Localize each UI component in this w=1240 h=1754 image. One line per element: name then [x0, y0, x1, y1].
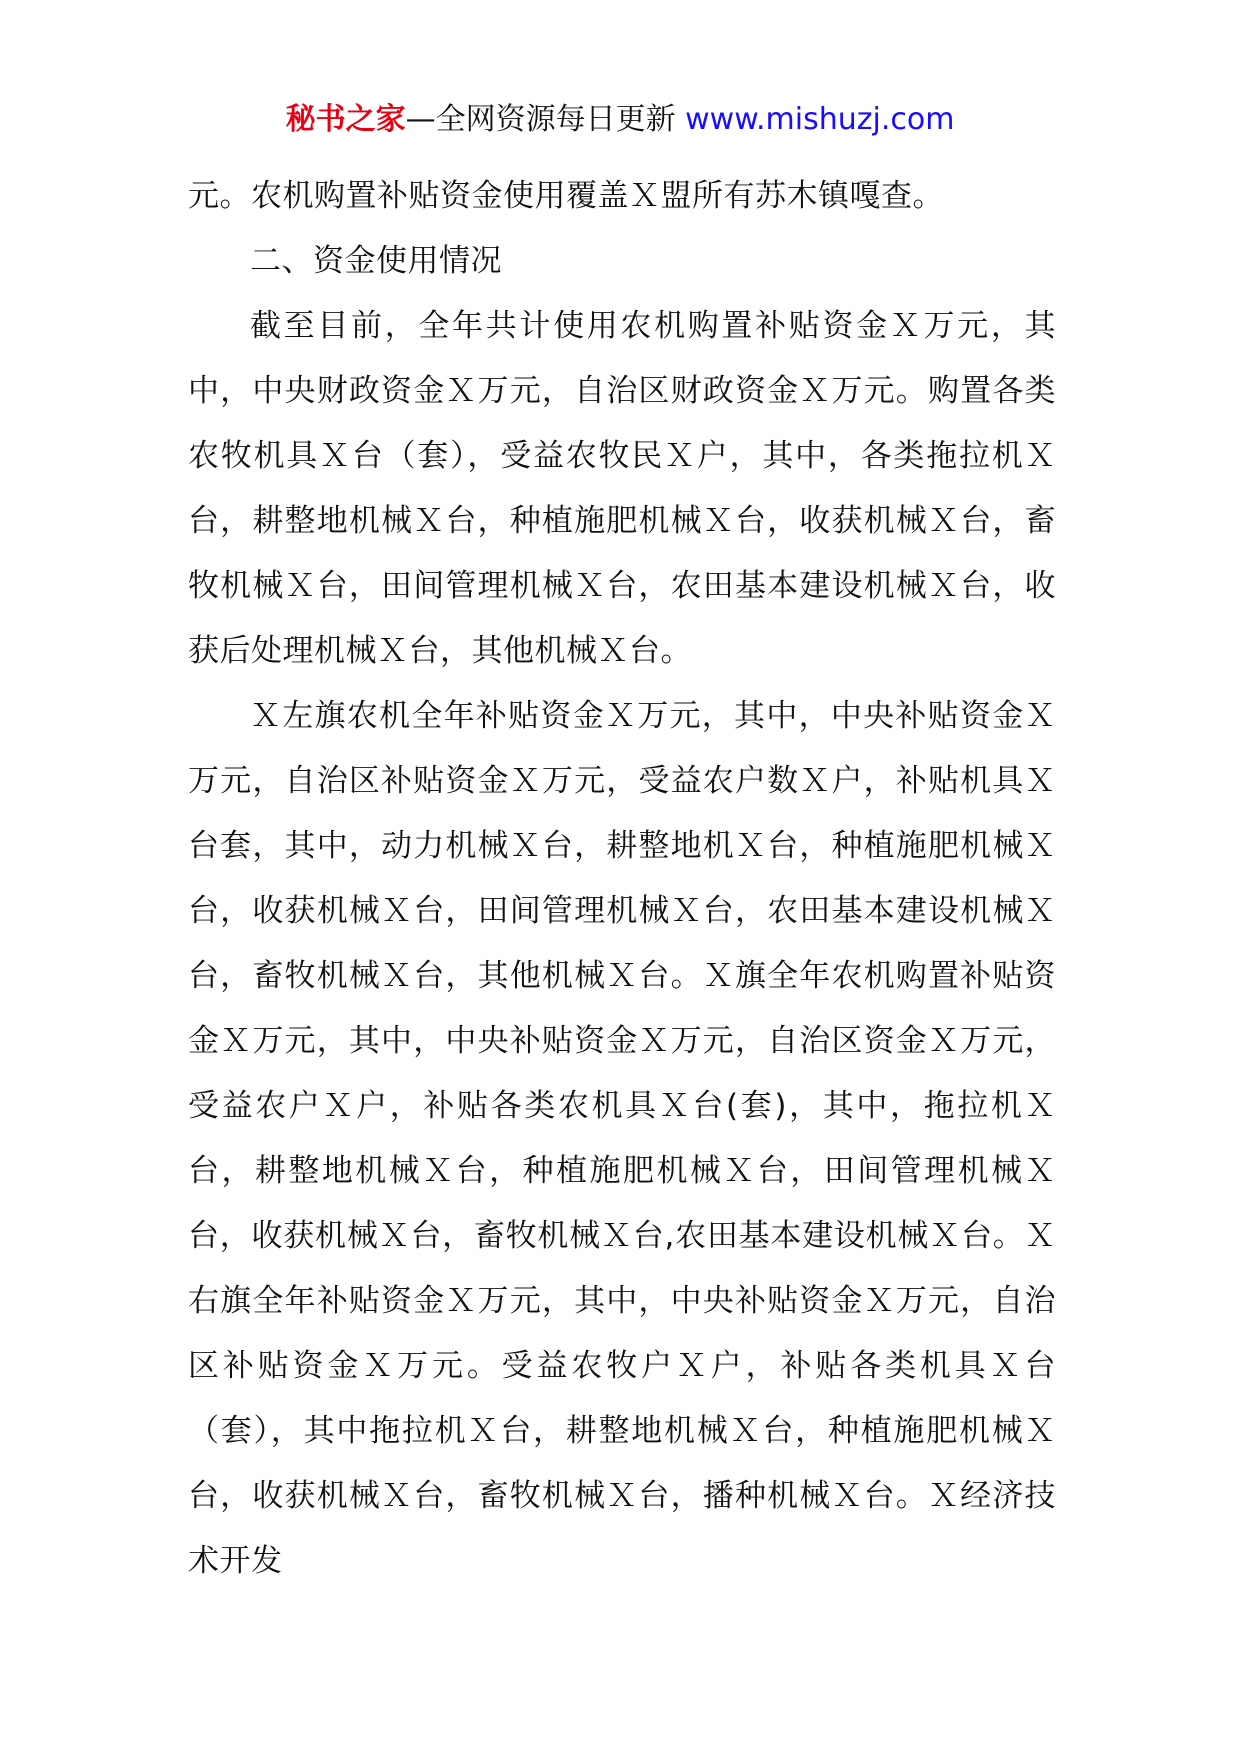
page-header: [0, 100, 1240, 140]
header-brand: 秘书之家: [285, 102, 406, 137]
document-body: [188, 164, 1056, 1594]
header-slogan: —全网资源每日更新: [405, 102, 686, 137]
paragraph-continuation: 元。农机购置补贴资金使用覆盖Ｘ盟所有苏木镇嘎查。: [188, 178, 944, 214]
header-site-link[interactable]: www.mishuzj.com: [685, 102, 955, 137]
paragraph-banner-details: Ｘ左旗农机全年补贴资金Ｘ万元，其中，中央补贴资金Ｘ万元，自治区补贴资金Ｘ万元，受益农户数Ｘ户，补贴机具Ｘ台套，其中，动力机械Ｘ台，耕整地机Ｘ台，种植施肥机械Ｘ台，收获机械Ｘ台，田间管理机械Ｘ台，农田基本建设机械Ｘ台，畜牧机械Ｘ台，其他机械Ｘ台。Ｘ旗全年农机购置补贴资金Ｘ万元，其中，中央补贴资金Ｘ万元，自治区资金Ｘ万元，受益农户Ｘ户，补贴各类农机具Ｘ台(套)，其中，拖拉机Ｘ台，耕整地机械Ｘ台，种植施肥机械Ｘ台，田间管理机械Ｘ台，收获机械Ｘ台，畜牧机械Ｘ台,农田基本建设机械Ｘ台。Ｘ右旗全年补贴资金Ｘ万元，其中，中央补贴资金Ｘ万元，自治区补贴资金Ｘ万元。受益农牧户Ｘ户，补贴各类机具Ｘ台（套），其中拖拉机Ｘ台，耕整地机械Ｘ台，种植施肥机械Ｘ台，收获机械Ｘ台，畜牧机械Ｘ台，播种机械Ｘ台。Ｘ经济技术开发: [188, 698, 1056, 1579]
section-heading: 二、资金使用情况: [250, 243, 502, 279]
paragraph-funds-usage: 截至目前，全年共计使用农机购置补贴资金Ｘ万元，其中，中央财政资金Ｘ万元，自治区财政资金Ｘ万元。购置各类农牧机具Ｘ台（套），受益农牧民Ｘ户，其中，各类拖拉机Ｘ台，耕整地机械Ｘ台，种植施肥机械Ｘ台，收获机械Ｘ台，畜牧机械Ｘ台，田间管理机械Ｘ台，农田基本建设机械Ｘ台，收获后处理机械Ｘ台，其他机械Ｘ台。: [188, 308, 1056, 669]
